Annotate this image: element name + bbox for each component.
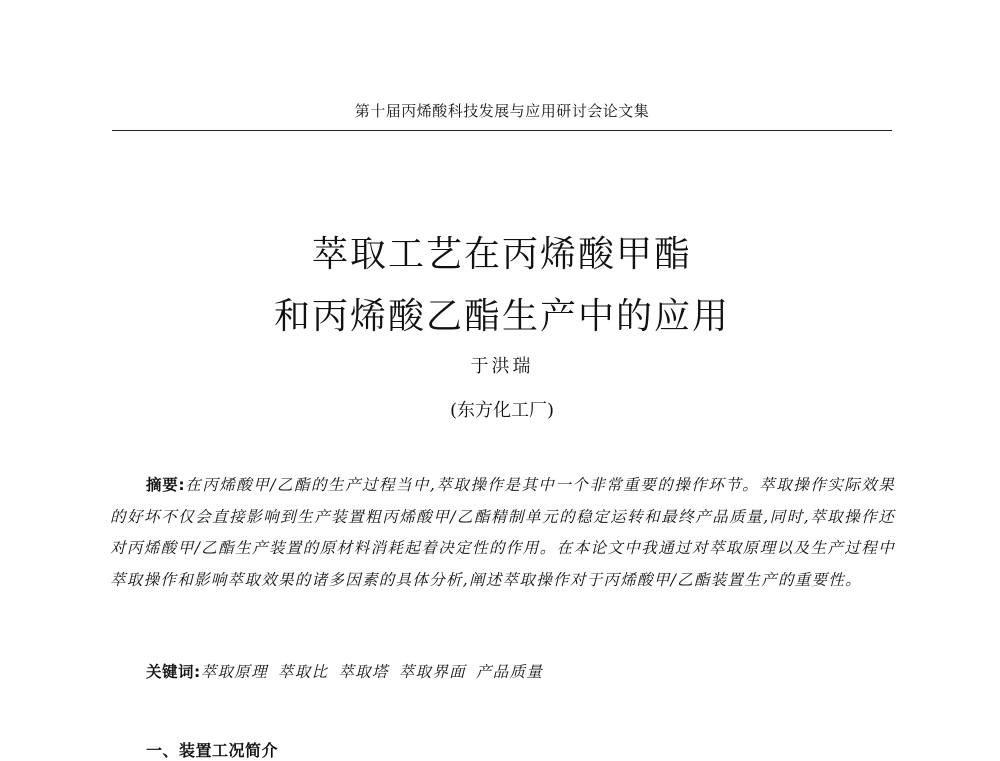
keyword: 萃取界面 bbox=[398, 663, 466, 681]
keyword: 萃取塔 bbox=[338, 663, 389, 681]
running-header: 第十届丙烯酸科技发展与应用研讨会论文集 bbox=[354, 102, 650, 120]
keyword: 萃取原理 bbox=[200, 663, 268, 681]
keyword: 产品质量 bbox=[475, 663, 544, 681]
keywords bbox=[146, 660, 886, 682]
author-name: 于洪瑞 bbox=[470, 356, 534, 377]
abstract-label: 摘要: bbox=[146, 476, 186, 494]
keyword: 萃取比 bbox=[277, 663, 329, 681]
keywords-label: 关键词: bbox=[146, 663, 201, 681]
header-rule bbox=[112, 130, 892, 131]
abstract-text: 在丙烯酸甲/乙酯的生产过程当中,萃取操作是其中一个非常重要的操作环节。萃取操作实际效果的好坏不仅会直接影响到生产装置粗丙烯酸甲/乙酯精制单元的稳定运转和最终产品质量,同时,萃取操作还对丙烯酸甲/乙酯生产装置的原材料消耗起着决定性的作用。在本论文中我通过对萃取原理以及生产过程中萃取操作和影响萃取效果的诸多因素的具体分析,阐述萃取操作对于丙烯酸甲/乙酯装置生产的重要性。 bbox=[110, 476, 895, 589]
author-affiliation: (东方化工厂) bbox=[449, 400, 555, 421]
abstract bbox=[110, 470, 895, 596]
paper-title-line-2: 和丙烯酸乙酯生产中的应用 bbox=[273, 296, 730, 337]
section-heading: 一、装置工况简介 bbox=[146, 741, 279, 760]
paper-title-line-1: 萃取工艺在丙烯酸甲酯 bbox=[311, 234, 692, 275]
